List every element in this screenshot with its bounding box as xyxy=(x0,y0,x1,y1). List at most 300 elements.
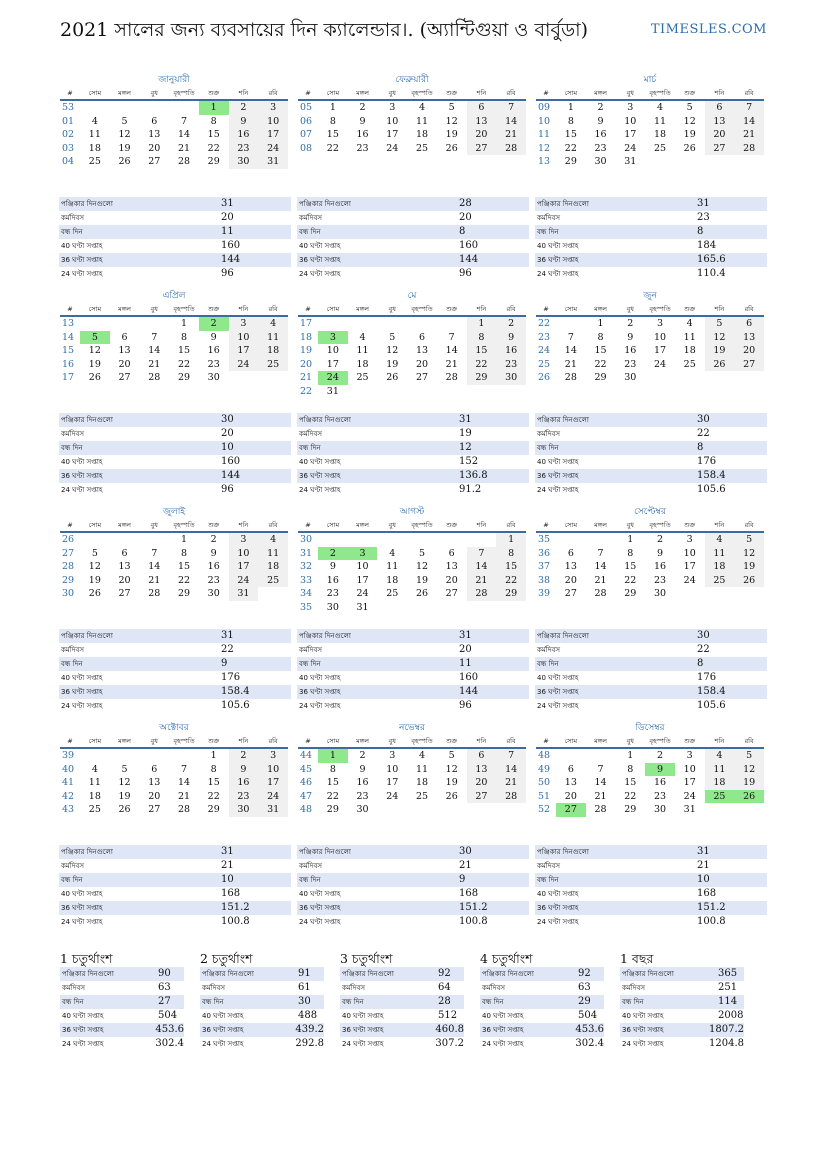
day-cell[interactable]: 24 xyxy=(258,142,288,156)
holiday-day-cell[interactable]: 25 xyxy=(705,790,735,804)
day-cell[interactable]: 9 xyxy=(496,331,526,345)
day-cell[interactable]: 14 xyxy=(148,561,161,572)
day-cell[interactable]: 22 xyxy=(326,142,339,154)
day-cell[interactable]: 17 xyxy=(258,128,288,142)
day-cell[interactable]: 6 xyxy=(567,763,574,775)
day-cell[interactable]: 15 xyxy=(207,129,220,140)
day-cell[interactable]: 5 xyxy=(448,102,455,113)
day-cell[interactable]: 13 xyxy=(467,115,497,129)
day-cell[interactable]: 22 xyxy=(594,358,607,370)
day-cell[interactable]: 17 xyxy=(356,574,369,586)
day-cell[interactable]: 5 xyxy=(448,750,455,761)
day-cell[interactable]: 6 xyxy=(151,763,158,775)
holiday-day-cell[interactable]: 1 xyxy=(318,749,348,763)
day-cell[interactable]: 6 xyxy=(467,749,497,763)
day-cell[interactable]: 31 xyxy=(683,804,696,815)
day-cell[interactable]: 25 xyxy=(258,358,288,372)
day-cell[interactable]: 8 xyxy=(567,115,574,127)
day-cell[interactable]: 11 xyxy=(258,331,288,345)
holiday-day-cell[interactable]: 26 xyxy=(734,790,764,804)
holiday-day-cell[interactable]: 1 xyxy=(199,101,229,115)
day-cell[interactable]: 25 xyxy=(683,358,696,370)
day-cell[interactable]: 3 xyxy=(686,750,693,761)
day-cell[interactable]: 5 xyxy=(734,533,764,547)
day-cell[interactable]: 22 xyxy=(177,574,191,586)
day-cell[interactable]: 15 xyxy=(467,344,497,358)
day-cell[interactable]: 28 xyxy=(496,790,526,804)
day-cell[interactable]: 29 xyxy=(467,371,497,385)
day-cell[interactable]: 2 xyxy=(597,102,604,113)
day-cell[interactable]: 20 xyxy=(148,142,161,154)
day-cell[interactable]: 3 xyxy=(229,533,259,547)
day-cell[interactable]: 10 xyxy=(356,561,369,572)
day-cell[interactable]: 30 xyxy=(653,588,667,599)
day-cell[interactable]: 12 xyxy=(88,345,101,356)
day-cell[interactable]: 5 xyxy=(734,749,764,763)
day-cell[interactable]: 1 xyxy=(567,102,574,113)
day-cell[interactable]: 23 xyxy=(594,142,607,154)
day-cell[interactable]: 11 xyxy=(386,561,399,572)
day-cell[interactable]: 25 xyxy=(258,574,288,588)
day-cell[interactable]: 3 xyxy=(258,101,288,115)
day-cell[interactable]: 31 xyxy=(356,601,369,613)
day-cell[interactable]: 7 xyxy=(180,763,188,775)
day-cell[interactable]: 26 xyxy=(683,142,696,154)
day-cell[interactable]: 28 xyxy=(734,142,764,156)
day-cell[interactable]: 11 xyxy=(683,331,696,343)
day-cell[interactable]: 26 xyxy=(445,790,458,802)
day-cell[interactable]: 10 xyxy=(683,763,696,775)
day-cell[interactable]: 9 xyxy=(210,331,217,343)
day-cell[interactable]: 14 xyxy=(594,561,607,572)
day-cell[interactable]: 27 xyxy=(118,372,131,383)
day-cell[interactable]: 28 xyxy=(594,804,607,815)
day-cell[interactable]: 21 xyxy=(564,358,577,370)
day-cell[interactable]: 12 xyxy=(386,345,399,356)
day-cell[interactable]: 14 xyxy=(496,115,526,129)
day-cell[interactable]: 2 xyxy=(359,750,366,761)
day-cell[interactable]: 28 xyxy=(177,804,191,815)
day-cell[interactable]: 23 xyxy=(653,574,667,586)
day-cell[interactable]: 3 xyxy=(258,749,288,763)
day-cell[interactable]: 27 xyxy=(734,358,764,372)
day-cell[interactable]: 23 xyxy=(229,142,259,156)
day-cell[interactable]: 9 xyxy=(329,561,336,572)
day-cell[interactable]: 17 xyxy=(229,344,259,358)
day-cell[interactable]: 11 xyxy=(705,547,735,561)
day-cell[interactable]: 2 xyxy=(627,318,634,329)
day-cell[interactable]: 28 xyxy=(564,372,577,383)
day-cell[interactable]: 24 xyxy=(386,790,399,802)
day-cell[interactable]: 23 xyxy=(653,790,667,802)
day-cell[interactable]: 20 xyxy=(564,574,577,586)
day-cell[interactable]: 7 xyxy=(448,331,455,343)
day-cell[interactable]: 29 xyxy=(177,372,191,383)
day-cell[interactable]: 2 xyxy=(496,317,526,331)
day-cell[interactable]: 7 xyxy=(180,115,188,127)
day-cell[interactable]: 12 xyxy=(445,763,458,775)
day-cell[interactable]: 15 xyxy=(177,345,191,356)
day-cell[interactable]: 16 xyxy=(653,561,667,572)
day-cell[interactable]: 9 xyxy=(229,115,259,129)
day-cell[interactable]: 19 xyxy=(445,777,458,788)
day-cell[interactable]: 2 xyxy=(359,102,366,113)
day-cell[interactable]: 15 xyxy=(177,561,191,572)
day-cell[interactable]: 12 xyxy=(88,561,101,572)
day-cell[interactable]: 2 xyxy=(210,534,217,545)
day-cell[interactable]: 10 xyxy=(258,115,288,129)
day-cell[interactable]: 14 xyxy=(496,763,526,777)
day-cell[interactable]: 8 xyxy=(627,763,634,775)
day-cell[interactable]: 1 xyxy=(180,534,188,545)
day-cell[interactable]: 30 xyxy=(496,371,526,385)
day-cell[interactable]: 27 xyxy=(148,804,161,815)
day-cell[interactable]: 2 xyxy=(229,101,259,115)
day-cell[interactable]: 19 xyxy=(734,560,764,574)
day-cell[interactable]: 8 xyxy=(180,547,188,559)
holiday-day-cell[interactable]: 3 xyxy=(318,331,348,345)
day-cell[interactable]: 12 xyxy=(118,777,131,788)
day-cell[interactable]: 6 xyxy=(734,317,764,331)
day-cell[interactable]: 20 xyxy=(734,344,764,358)
day-cell[interactable]: 25 xyxy=(653,142,667,154)
day-cell[interactable]: 22 xyxy=(624,790,637,802)
day-cell[interactable]: 24 xyxy=(258,790,288,804)
day-cell[interactable]: 19 xyxy=(705,344,735,358)
day-cell[interactable]: 6 xyxy=(467,101,497,115)
day-cell[interactable]: 27 xyxy=(705,142,735,156)
day-cell[interactable]: 26 xyxy=(386,372,399,383)
day-cell[interactable]: 31 xyxy=(258,155,288,169)
holiday-day-cell[interactable]: 2 xyxy=(318,547,348,561)
day-cell[interactable]: 18 xyxy=(258,344,288,358)
day-cell[interactable]: 4 xyxy=(258,317,288,331)
day-cell[interactable]: 5 xyxy=(705,317,735,331)
day-cell[interactable]: 21 xyxy=(496,128,526,142)
day-cell[interactable]: 15 xyxy=(594,345,607,356)
day-cell[interactable]: 20 xyxy=(445,574,458,586)
day-cell[interactable]: 10 xyxy=(229,547,259,561)
day-cell[interactable]: 11 xyxy=(88,129,101,140)
day-cell[interactable]: 5 xyxy=(121,763,128,775)
day-cell[interactable]: 23 xyxy=(207,574,220,586)
day-cell[interactable]: 11 xyxy=(415,763,429,775)
day-cell[interactable]: 12 xyxy=(734,547,764,561)
day-cell[interactable]: 24 xyxy=(229,574,259,588)
day-cell[interactable]: 21 xyxy=(445,358,458,370)
day-cell[interactable]: 23 xyxy=(496,358,526,372)
day-cell[interactable]: 9 xyxy=(597,115,604,127)
day-cell[interactable]: 29 xyxy=(624,804,637,815)
day-cell[interactable]: 20 xyxy=(467,128,497,142)
day-cell[interactable]: 23 xyxy=(356,142,369,154)
day-cell[interactable]: 6 xyxy=(567,547,574,559)
day-cell[interactable]: 13 xyxy=(564,777,577,788)
day-cell[interactable]: 7 xyxy=(151,331,158,343)
day-cell[interactable]: 23 xyxy=(229,790,259,804)
day-cell[interactable]: 25 xyxy=(415,790,429,802)
day-cell[interactable]: 8 xyxy=(210,763,217,775)
day-cell[interactable]: 29 xyxy=(624,588,637,599)
day-cell[interactable]: 18 xyxy=(683,345,696,356)
holiday-day-cell[interactable]: 5 xyxy=(80,331,110,345)
day-cell[interactable]: 1 xyxy=(597,318,604,329)
holiday-day-cell[interactable]: 27 xyxy=(556,803,586,817)
day-cell[interactable]: 20 xyxy=(467,776,497,790)
day-cell[interactable]: 13 xyxy=(467,763,497,777)
day-cell[interactable]: 10 xyxy=(624,115,637,127)
day-cell[interactable]: 22 xyxy=(624,574,637,586)
day-cell[interactable]: 16 xyxy=(207,561,220,572)
day-cell[interactable]: 11 xyxy=(415,115,429,127)
day-cell[interactable]: 14 xyxy=(467,560,497,574)
day-cell[interactable]: 26 xyxy=(445,142,458,154)
day-cell[interactable]: 26 xyxy=(734,574,764,588)
day-cell[interactable]: 30 xyxy=(624,372,637,383)
day-cell[interactable]: 27 xyxy=(445,588,458,599)
day-cell[interactable]: 29 xyxy=(594,372,607,383)
day-cell[interactable]: 13 xyxy=(118,345,131,356)
day-cell[interactable]: 11 xyxy=(705,763,735,777)
day-cell[interactable]: 18 xyxy=(705,776,735,790)
day-cell[interactable]: 16 xyxy=(496,344,526,358)
day-cell[interactable]: 26 xyxy=(88,372,101,383)
day-cell[interactable]: 16 xyxy=(356,777,369,788)
day-cell[interactable]: 1 xyxy=(180,318,188,329)
day-cell[interactable]: 26 xyxy=(118,804,131,815)
day-cell[interactable]: 18 xyxy=(356,358,369,370)
day-cell[interactable]: 19 xyxy=(118,790,131,802)
day-cell[interactable]: 21 xyxy=(148,574,161,586)
day-cell[interactable]: 27 xyxy=(148,156,161,167)
day-cell[interactable]: 16 xyxy=(326,574,339,586)
day-cell[interactable]: 18 xyxy=(386,574,399,586)
day-cell[interactable]: 30 xyxy=(653,804,667,815)
day-cell[interactable]: 17 xyxy=(258,776,288,790)
day-cell[interactable]: 4 xyxy=(656,102,664,113)
day-cell[interactable]: 22 xyxy=(326,790,339,802)
day-cell[interactable]: 13 xyxy=(415,345,429,356)
day-cell[interactable]: 12 xyxy=(415,561,429,572)
day-cell[interactable]: 30 xyxy=(207,372,220,383)
day-cell[interactable]: 17 xyxy=(326,358,339,370)
day-cell[interactable]: 21 xyxy=(734,128,764,142)
day-cell[interactable]: 19 xyxy=(88,358,101,370)
day-cell[interactable]: 1 xyxy=(210,750,217,761)
day-cell[interactable]: 1 xyxy=(467,317,497,331)
day-cell[interactable]: 18 xyxy=(415,777,429,788)
day-cell[interactable]: 3 xyxy=(229,317,259,331)
day-cell[interactable]: 30 xyxy=(326,601,339,613)
day-cell[interactable]: 17 xyxy=(624,129,637,140)
day-cell[interactable]: 28 xyxy=(148,372,161,383)
day-cell[interactable]: 11 xyxy=(653,115,667,127)
day-cell[interactable]: 15 xyxy=(326,129,339,140)
day-cell[interactable]: 24 xyxy=(683,790,696,802)
day-cell[interactable]: 7 xyxy=(467,547,497,561)
day-cell[interactable]: 1 xyxy=(627,534,634,545)
day-cell[interactable]: 12 xyxy=(705,331,735,345)
day-cell[interactable]: 25 xyxy=(705,574,735,588)
day-cell[interactable]: 16 xyxy=(229,128,259,142)
day-cell[interactable]: 10 xyxy=(386,115,399,127)
day-cell[interactable]: 9 xyxy=(359,763,366,775)
day-cell[interactable]: 5 xyxy=(121,115,128,127)
day-cell[interactable]: 4 xyxy=(389,547,396,559)
day-cell[interactable]: 29 xyxy=(564,156,577,167)
day-cell[interactable]: 17 xyxy=(386,777,399,788)
day-cell[interactable]: 16 xyxy=(207,345,220,356)
day-cell[interactable]: 25 xyxy=(356,372,369,383)
day-cell[interactable]: 6 xyxy=(151,115,158,127)
day-cell[interactable]: 13 xyxy=(564,561,577,572)
day-cell[interactable]: 19 xyxy=(88,574,101,586)
day-cell[interactable]: 20 xyxy=(148,790,161,802)
day-cell[interactable]: 10 xyxy=(386,763,399,775)
day-cell[interactable]: 14 xyxy=(177,777,191,788)
day-cell[interactable]: 15 xyxy=(624,777,637,788)
day-cell[interactable]: 30 xyxy=(356,804,369,815)
day-cell[interactable]: 14 xyxy=(177,129,191,140)
day-cell[interactable]: 12 xyxy=(445,115,458,127)
day-cell[interactable]: 10 xyxy=(653,331,667,343)
day-cell[interactable]: 9 xyxy=(229,763,259,777)
day-cell[interactable]: 21 xyxy=(496,776,526,790)
day-cell[interactable]: 22 xyxy=(564,142,577,154)
day-cell[interactable]: 21 xyxy=(177,790,191,802)
day-cell[interactable]: 31 xyxy=(258,803,288,817)
day-cell[interactable]: 6 xyxy=(705,101,735,115)
day-cell[interactable]: 5 xyxy=(686,102,693,113)
day-cell[interactable]: 16 xyxy=(229,776,259,790)
day-cell[interactable]: 21 xyxy=(594,790,607,802)
day-cell[interactable]: 21 xyxy=(177,142,191,154)
day-cell[interactable]: 29 xyxy=(326,804,339,815)
day-cell[interactable]: 21 xyxy=(467,574,497,588)
day-cell[interactable]: 7 xyxy=(496,101,526,115)
day-cell[interactable]: 13 xyxy=(705,115,735,129)
day-cell[interactable]: 4 xyxy=(705,533,735,547)
day-cell[interactable]: 27 xyxy=(467,790,497,804)
day-cell[interactable]: 1 xyxy=(627,750,634,761)
day-cell[interactable]: 11 xyxy=(356,345,369,356)
holiday-day-cell[interactable]: 2 xyxy=(199,317,229,331)
day-cell[interactable]: 8 xyxy=(627,547,634,559)
day-cell[interactable]: 13 xyxy=(118,561,131,572)
day-cell[interactable]: 1 xyxy=(496,533,526,547)
day-cell[interactable]: 28 xyxy=(496,142,526,156)
day-cell[interactable]: 5 xyxy=(91,547,98,559)
day-cell[interactable]: 18 xyxy=(88,790,101,802)
holiday-day-cell[interactable]: 9 xyxy=(645,763,675,777)
day-cell[interactable]: 19 xyxy=(386,358,399,370)
day-cell[interactable]: 19 xyxy=(734,776,764,790)
day-cell[interactable]: 6 xyxy=(418,331,426,343)
day-cell[interactable]: 21 xyxy=(594,574,607,586)
day-cell[interactable]: 16 xyxy=(356,129,369,140)
day-cell[interactable]: 20 xyxy=(415,358,429,370)
day-cell[interactable]: 7 xyxy=(496,749,526,763)
day-cell[interactable]: 14 xyxy=(594,777,607,788)
day-cell[interactable]: 13 xyxy=(148,129,161,140)
day-cell[interactable]: 11 xyxy=(258,547,288,561)
day-cell[interactable]: 21 xyxy=(148,358,161,370)
day-cell[interactable]: 5 xyxy=(389,331,396,343)
day-cell[interactable]: 23 xyxy=(624,358,637,370)
day-cell[interactable]: 30 xyxy=(594,156,607,167)
day-cell[interactable]: 7 xyxy=(567,331,574,343)
day-cell[interactable]: 22 xyxy=(467,358,497,372)
day-cell[interactable]: 28 xyxy=(467,587,497,601)
day-cell[interactable]: 24 xyxy=(229,358,259,372)
day-cell[interactable]: 8 xyxy=(329,115,336,127)
day-cell[interactable]: 27 xyxy=(467,142,497,156)
day-cell[interactable]: 25 xyxy=(88,156,101,167)
day-cell[interactable]: 30 xyxy=(229,155,259,169)
day-cell[interactable]: 24 xyxy=(624,142,637,154)
day-cell[interactable]: 24 xyxy=(386,142,399,154)
day-cell[interactable]: 22 xyxy=(177,358,191,370)
day-cell[interactable]: 31 xyxy=(624,156,637,167)
day-cell[interactable]: 3 xyxy=(389,750,396,761)
day-cell[interactable]: 27 xyxy=(118,588,131,599)
day-cell[interactable]: 19 xyxy=(415,574,429,586)
day-cell[interactable]: 17 xyxy=(683,561,696,572)
day-cell[interactable]: 8 xyxy=(329,763,336,775)
day-cell[interactable]: 10 xyxy=(683,547,696,559)
day-cell[interactable]: 4 xyxy=(91,763,98,775)
day-cell[interactable]: 9 xyxy=(359,115,366,127)
day-cell[interactable]: 16 xyxy=(594,129,607,140)
day-cell[interactable]: 29 xyxy=(207,804,220,815)
day-cell[interactable]: 7 xyxy=(151,547,158,559)
day-cell[interactable]: 29 xyxy=(207,156,220,167)
day-cell[interactable]: 13 xyxy=(734,331,764,345)
day-cell[interactable]: 4 xyxy=(705,749,735,763)
day-cell[interactable]: 14 xyxy=(148,345,161,356)
day-cell[interactable]: 14 xyxy=(445,345,458,356)
day-cell[interactable]: 9 xyxy=(627,331,634,343)
day-cell[interactable]: 18 xyxy=(88,142,101,154)
day-cell[interactable]: 20 xyxy=(705,128,735,142)
day-cell[interactable]: 11 xyxy=(88,777,101,788)
day-cell[interactable]: 3 xyxy=(389,102,396,113)
day-cell[interactable]: 3 xyxy=(627,102,634,113)
day-cell[interactable]: 20 xyxy=(118,574,131,586)
day-cell[interactable]: 25 xyxy=(415,142,429,154)
day-cell[interactable]: 15 xyxy=(496,560,526,574)
day-cell[interactable]: 27 xyxy=(564,588,577,599)
day-cell[interactable]: 18 xyxy=(705,560,735,574)
day-cell[interactable]: 25 xyxy=(386,588,399,599)
day-cell[interactable]: 18 xyxy=(653,129,667,140)
day-cell[interactable]: 18 xyxy=(258,560,288,574)
day-cell[interactable]: 20 xyxy=(564,790,577,802)
day-cell[interactable]: 29 xyxy=(496,587,526,601)
day-cell[interactable]: 22 xyxy=(496,574,526,588)
day-cell[interactable]: 4 xyxy=(418,750,426,761)
day-cell[interactable]: 26 xyxy=(705,358,735,372)
holiday-day-cell[interactable]: 24 xyxy=(318,371,348,385)
day-cell[interactable]: 6 xyxy=(448,547,455,559)
day-cell[interactable]: 4 xyxy=(258,533,288,547)
day-cell[interactable]: 12 xyxy=(683,115,696,127)
day-cell[interactable]: 27 xyxy=(415,372,429,383)
day-cell[interactable]: 28 xyxy=(445,372,458,383)
day-cell[interactable]: 16 xyxy=(653,777,667,788)
day-cell[interactable]: 15 xyxy=(326,777,339,788)
day-cell[interactable]: 8 xyxy=(180,331,188,343)
